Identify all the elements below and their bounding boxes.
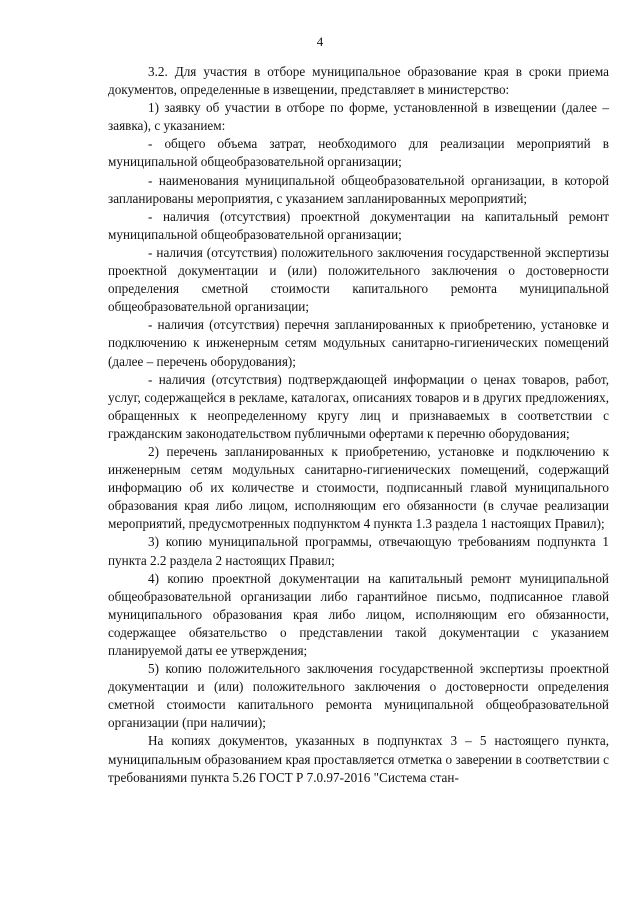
paragraph-item-3-program-copy: 3) копию муниципальной программы, отвечающую требованиям подпункта 1 пункта 2.2 раздела 2 настоящих Правил; [108, 534, 609, 568]
paragraph-bullet-price-info: - наличия (отсутствия) подтверждающей информации о ценах товаров, работ, услуг, содержащейся в рекламе, каталогах, описаниях товаров и в других предложениях, обращенных к неопределенному кругу лиц и признаваемых в соответствии с гражданским законодательством публичными офертами к перечню оборудования; [108, 371, 609, 441]
paragraph-bullet-state-expertise: - наличия (отсутствия) положительного заключения государственной экспертизы проектной документации и (или) положительного заключения о достоверности определения сметной стоимости капитального ремонта муниципальной общеобразовательной организации; [108, 244, 609, 315]
paragraph-bullet-project-docs: - наличия (отсутствия) проектной документации на капитальный ремонт муниципальной общеобразовательной организации; [108, 208, 609, 242]
paragraph-bullet-total-costs: - общего объема затрат, необходимого для реализации мероприятий в муниципальной общеобразовательной организации; [108, 136, 609, 170]
document-body [108, 63, 609, 787]
paragraph-bullet-equipment-list: - наличия (отсутствия) перечня запланированных к приобретению, установке и подключению к инженерным сетям модульных санитарно-гигиенических помещений (далее – перечень оборудования); [108, 317, 609, 369]
paragraph-bullet-organization-name: - наименования муниципальной общеобразовательной организации, в которой запланированы мероприятия, с указанием запланированных мероприятий; [108, 172, 609, 206]
paragraph-3-2-intro: 3.2. Для участия в отборе муниципальное образование края в сроки приема документов, определенные в извещении, представляет в министерство: [108, 64, 609, 98]
paragraph-item-2-equipment-list: 2) перечень запланированных к приобретению, установке и подключению к инженерным сетям модульных санитарно-гигиенических помещений, содержащий информацию об их количестве и стоимости, подписанный главой муниципального образования края либо лицом, исполняющим его обязанности (в случае реализации мероприятий, предусмотренных подпунктом 4 пункта 1.3 раздела 1 настоящих Правил); [108, 443, 609, 532]
paragraph-item-5-expertise-copy: 5) копию положительного заключения государственной экспертизы проектной документации и (или) положительного заключения о достоверности определения сметной стоимости капитального ремонта муниципальной общеобразовательной организации (при наличии); [108, 661, 609, 731]
paragraph-item-1-application: 1) заявку об участии в отборе по форме, установленной в извещении (далее – заявка), с указанием: [108, 100, 609, 134]
page-number: 4 [316, 34, 324, 49]
paragraph-item-4-project-docs-copy: 4) копию проектной документации на капитальный ремонт муниципальной общеобразовательной организации либо гарантийное письмо, подписанное главой муниципального образования края либо лицом, исполняющим его обязанности, содержащее обязательство о представлении такой документации с указанием планируемой даты ее утверждения; [108, 570, 609, 658]
paragraph-certification-note: На копиях документов, указанных в подпунктах 3 – 5 настоящего пункта, муниципальным образованием края проставляется отметка о заверении в соответствии с требованиями пункта 5.26 ГОСТ Р 7.0.97-2016 "Система стан- [108, 733, 609, 785]
